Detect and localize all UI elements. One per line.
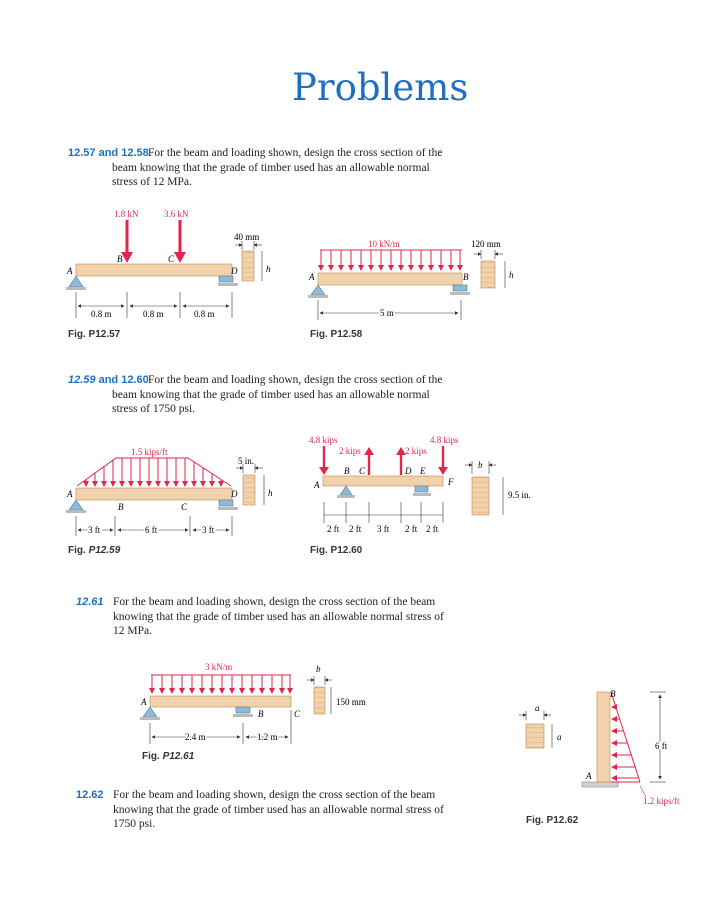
load-label: 10 kN/m <box>368 239 400 249</box>
point-label-c: C <box>294 709 301 719</box>
span-label-1: 2.4 m <box>185 732 206 742</box>
width-label: b <box>316 664 321 674</box>
problem-number: 12.57 and 12.58 <box>68 147 149 159</box>
roller-support <box>413 486 431 496</box>
point-label-c: C <box>181 502 188 512</box>
span-label-5: 2 ft <box>426 524 439 534</box>
point-label-f: F <box>448 477 454 487</box>
span-label-3: 3 ft <box>377 524 390 534</box>
pin-support <box>337 486 355 498</box>
height-label: h <box>509 270 514 280</box>
span-label-2: 2 ft <box>349 524 362 534</box>
load-label-1: 4.8 kips <box>309 435 338 445</box>
load-label: 1.5 kips/ft <box>131 447 168 457</box>
point-label-b: B <box>344 466 350 476</box>
problem-text: For the beam and loading shown, design the cross section of the beam knowing that the grade of timber used has an allowable normal stress of 1750 psi. <box>112 374 443 415</box>
load-label-3: 2 kips <box>405 446 427 456</box>
load-label: 3 kN/m <box>205 662 233 672</box>
point-label-b: B <box>610 689 616 699</box>
cross-section <box>481 261 495 288</box>
span-label-2: 6 ft <box>145 525 158 535</box>
caption-p12-57: Fig. P12.57 <box>68 329 121 340</box>
page-title: Problems <box>292 66 469 109</box>
point-label-e: E <box>420 466 426 476</box>
caption-p12-61: Fig. P12.61 <box>142 751 195 762</box>
load-label-4: 4.8 kips <box>430 435 459 445</box>
height-label: 9.5 in. <box>508 490 531 500</box>
point-label-a: A <box>314 480 320 490</box>
roller-support <box>218 500 238 510</box>
point-label-c: C <box>168 254 175 264</box>
trapezoidal-load <box>77 458 231 486</box>
load-label-1: 1.8 kN <box>114 209 139 219</box>
roller-support <box>233 707 253 717</box>
load-label: 1.2 kips/ft <box>643 796 680 806</box>
problem-text: For the beam and loading shown, design the cross section of the beam knowing that the grade of timber used has an allowable normal stress of 1750 psi. <box>113 789 444 830</box>
caption-p12-58: Fig. P12.58 <box>310 329 363 340</box>
problem-number: 12.61 <box>76 596 104 608</box>
height-label: h <box>268 488 273 498</box>
span-label-1: 0.8 m <box>91 309 112 319</box>
pin-support <box>66 276 86 290</box>
figure-p12-57 <box>66 209 271 319</box>
problem-number: 12.59 and 12.60 <box>68 374 149 386</box>
height-label: 150 mm <box>336 697 366 707</box>
load-label-2: 2 kips <box>339 446 361 456</box>
problem-number: 12.62 <box>76 789 104 801</box>
figure-p12-58 <box>308 239 514 320</box>
problem-text: For the beam and loading shown, design the cross section of the beam knowing that the grade of timber used has an allowable normal stress of 12 MPa. <box>112 147 443 188</box>
post <box>597 692 610 782</box>
point-label-a: A <box>67 489 73 499</box>
figure-p12-59 <box>66 447 273 536</box>
point-label-d: D <box>231 266 238 276</box>
caption-p12-59: Fig. P12.59 <box>68 545 121 556</box>
figure-p12-60 <box>309 435 531 534</box>
span-label: 5 m <box>380 308 394 318</box>
roller-support <box>218 276 238 286</box>
point-label-a: A <box>586 771 592 781</box>
cross-section <box>242 251 254 281</box>
height-label: 6 ft <box>655 741 668 751</box>
point-label-b: B <box>117 254 123 264</box>
span-label-1: 3 ft <box>88 525 101 535</box>
roller-support <box>450 285 470 295</box>
width-label: 120 mm <box>471 239 501 249</box>
figure-p12-61 <box>140 662 366 744</box>
span-label-3: 0.8 m <box>194 309 215 319</box>
beam <box>323 476 443 486</box>
height-label: h <box>266 264 271 274</box>
point-label-b: B <box>463 272 469 282</box>
point-label-a: A <box>309 272 315 282</box>
caption-p12-62: Fig. P12.62 <box>526 815 579 826</box>
width-label: 5 in. <box>238 456 255 466</box>
pin-support <box>66 500 86 513</box>
load-arrow <box>121 220 186 263</box>
side-height-label: a <box>557 732 562 742</box>
side-width-label: a <box>535 703 540 713</box>
point-label-d: D <box>405 466 412 476</box>
cross-section <box>243 475 255 505</box>
point-label-a: A <box>141 697 147 707</box>
figure-p12-62 <box>519 689 680 806</box>
span-label-4: 2 ft <box>405 524 418 534</box>
beam <box>76 488 232 500</box>
cross-section <box>314 687 325 714</box>
span-label-1: 2 ft <box>327 524 340 534</box>
point-label-b: B <box>258 709 264 719</box>
load-label-2: 3.6 kN <box>164 209 189 219</box>
point-label-b: B <box>118 502 124 512</box>
beam <box>76 264 232 276</box>
cross-section <box>472 477 489 515</box>
distributed-load <box>320 250 462 270</box>
span-label-2: 0.8 m <box>143 309 164 319</box>
beam <box>318 273 462 285</box>
point-label-c: C <box>359 466 366 476</box>
span-label-3: 3 ft <box>202 525 215 535</box>
caption-p12-60: Fig. P12.60 <box>310 545 363 556</box>
pin-support <box>308 285 328 298</box>
width-label: b <box>478 460 483 470</box>
problem-text: For the beam and loading shown, design the cross section of the beam knowing that the grade of timber used has an allowable normal stress of 12 MPa. <box>113 596 444 637</box>
cross-section <box>526 724 544 748</box>
beam <box>150 696 291 707</box>
triangular-load <box>611 692 640 782</box>
point-label-a: A <box>67 266 73 276</box>
span-label-2: 1.2 m <box>257 732 278 742</box>
ground <box>582 782 618 787</box>
point-label-d: D <box>231 489 238 499</box>
distributed-load <box>151 675 291 693</box>
width-label: 40 mm <box>234 232 260 242</box>
pin-support <box>140 707 160 720</box>
